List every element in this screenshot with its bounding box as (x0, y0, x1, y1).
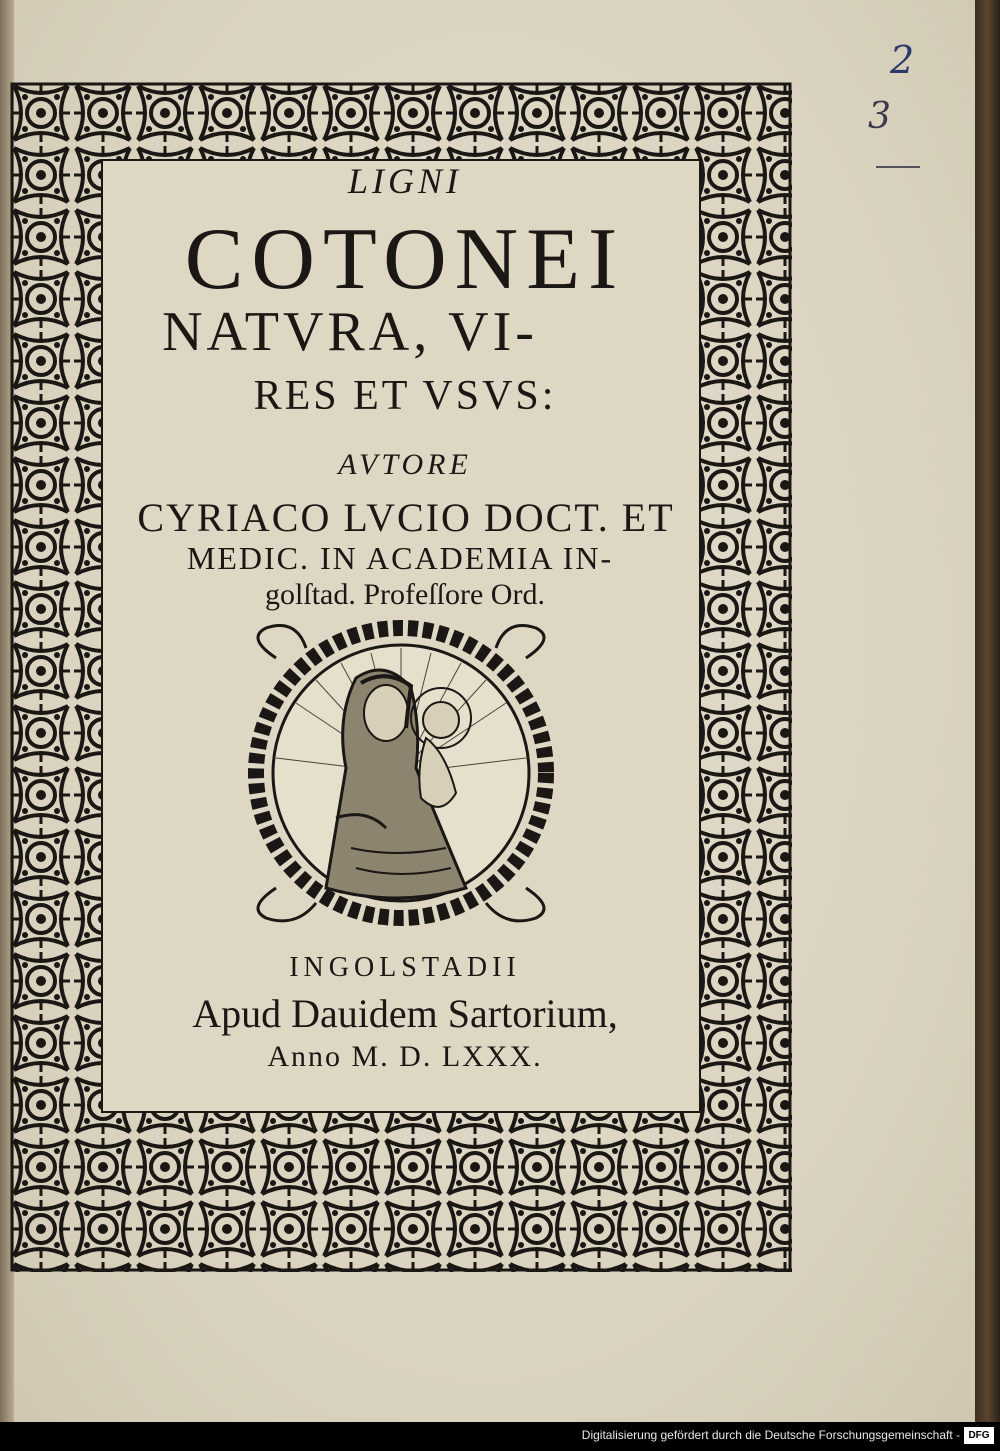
margin-note-shelfmark: 3 (868, 96, 891, 137)
footer-credit: Digitalisierung gefördert durch die Deutsche Forschungsgemeinschaft - (581, 1428, 960, 1442)
title-line-natura: NATVRA, VI- (162, 301, 538, 363)
madonna-woodcut-image (236, 618, 566, 928)
autore-label: AVTORE (338, 448, 472, 481)
imprint-place: INGOLSTADII (289, 952, 521, 983)
margin-note-page-number: 2 (890, 38, 915, 82)
title-word-ligni: LIGNI (347, 161, 462, 201)
margin-note-dash (876, 166, 920, 168)
title-word-cotonei: COTONEI (184, 211, 626, 308)
book-cover-edge (975, 0, 1000, 1422)
author-line-1: CYRIACO LVCIO DOCT. ET (137, 495, 675, 540)
author-line-2: MEDIC. IN ACADEMIA IN- (186, 540, 614, 576)
dfg-logo-icon: DFG (964, 1427, 994, 1444)
imprint-year: Anno M. D. LXXX. (267, 1040, 543, 1073)
imprint-printer: Apud Dauidem Sartorium, (192, 991, 618, 1036)
title-line-ures: RES ET VSVS: (253, 373, 557, 419)
author-line-3: golſtad. Profeſſore Ord. (265, 578, 545, 611)
